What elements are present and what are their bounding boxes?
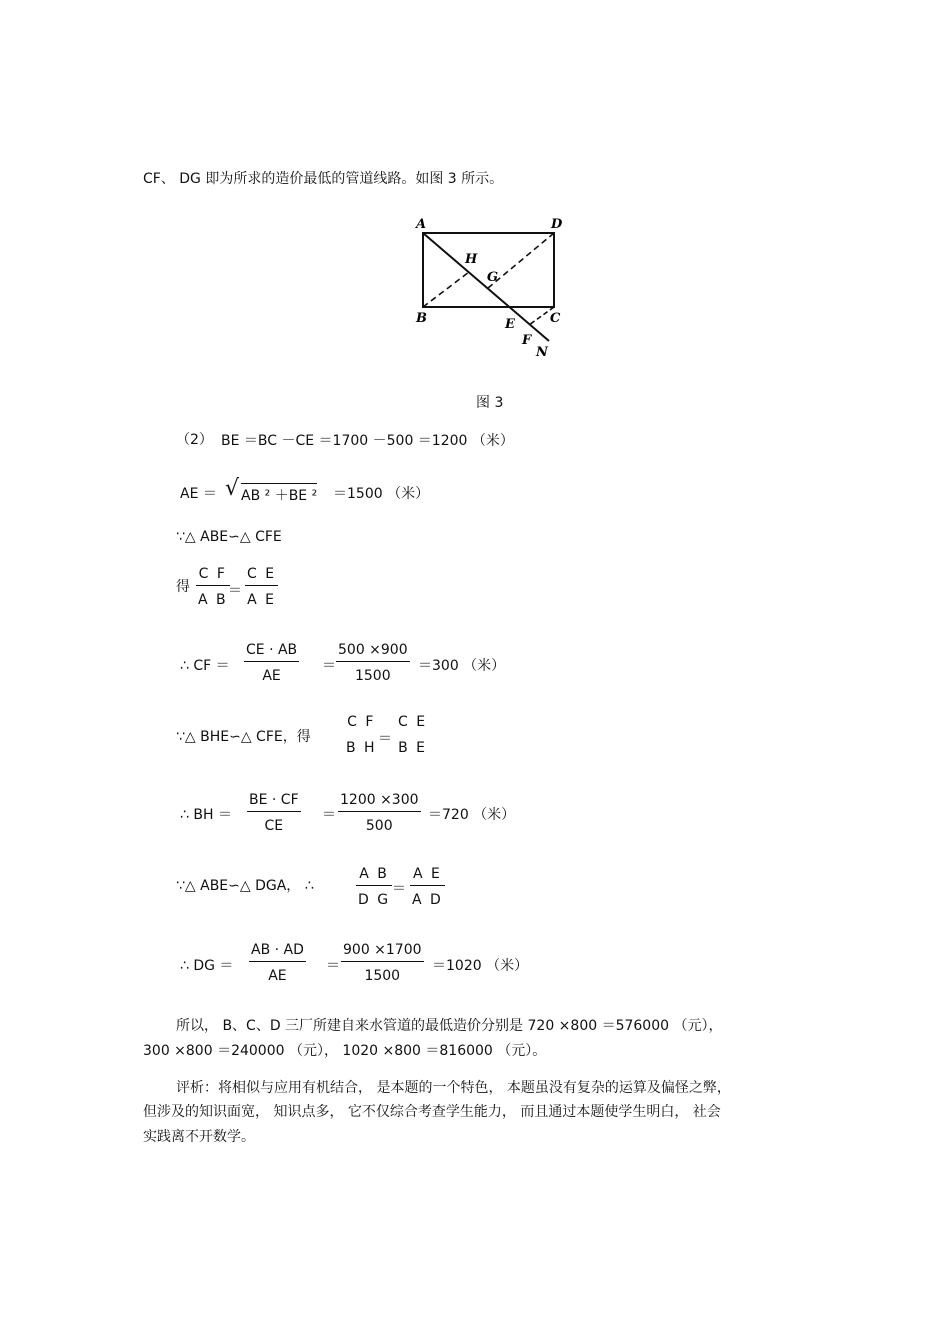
dg-lhs: ∴ DG ＝: [180, 958, 234, 974]
sim2-denominator-1: B H: [346, 740, 377, 756]
comment-line-2: 但涉及的知识面宽， 知识点多， 它不仅综合考查学生能力， 而且通过本题使学生明白， 社会: [143, 1104, 721, 1120]
dg-rhs: ＝1020 （米）: [432, 958, 529, 974]
point-g: G: [487, 270, 499, 285]
be-calculation: BE ＝BC －CE ＝1700 －500 ＝1200 （米）: [221, 433, 514, 449]
point-d: D: [551, 217, 563, 232]
ratio1-fraction-1: [196, 566, 230, 608]
ae-left: AE ＝: [180, 486, 217, 502]
point-a: A: [416, 217, 427, 232]
cf-rhs: ＝300 （米）: [418, 658, 506, 674]
line-an: [423, 233, 549, 341]
dg-denominator-1: AE: [268, 968, 287, 984]
point-n: N: [536, 345, 548, 360]
cf-numerator-2: 500 ×900: [338, 642, 408, 658]
dg-fraction-1: [249, 942, 306, 984]
ae-radicand: AB ² ＋BE ²: [241, 483, 317, 505]
bh-numerator-2: 1200 ×300: [340, 792, 419, 808]
ratio1-prefix: 得: [176, 579, 190, 595]
cf-lhs: ∴ CF ＝: [180, 658, 230, 674]
sim2-numerator-2: C E: [398, 714, 428, 730]
ae-right: ＝1500 （米）: [333, 486, 430, 502]
point-c: C: [550, 311, 561, 326]
bh-denominator-2: 500: [365, 818, 393, 834]
conclusion-line-2: 300 ×800 ＝240000 （元）， 1020 ×800 ＝816000 （元）。: [143, 1043, 547, 1059]
bh-equals: ＝: [322, 807, 336, 823]
sim3-equals: ＝: [392, 881, 406, 897]
dg-numerator-1: AB · AD: [251, 942, 304, 958]
comment-line-1: 评析：将相似与应用有机结合， 是本题的一个特色， 本题虽没有复杂的运算及偏怪之弊，: [176, 1080, 731, 1096]
cf-fraction-1: [244, 642, 299, 684]
sim3-numerator-1: A B: [359, 866, 389, 882]
ratio1-denominator-2: A E: [247, 592, 276, 608]
sim2-denominator-2: B E: [398, 740, 427, 756]
cf-fraction-2: [336, 642, 410, 684]
cf-numerator-1: CE · AB: [246, 642, 298, 658]
cf-denominator-2: 1500: [354, 668, 391, 684]
ratio1-numerator-1: C F: [198, 566, 227, 582]
bh-denominator-1: CE: [264, 818, 284, 834]
sim3-fraction-1: [356, 866, 392, 908]
dashed-bh: [423, 272, 469, 307]
bh-numerator-1: BE · CF: [249, 792, 299, 808]
conclusion-line-1: 所以， B、C、D 三厂所建自来水管道的最低造价分别是 720 ×800 ＝576000 （元），: [176, 1018, 723, 1034]
dg-denominator-2: 1500: [364, 968, 401, 984]
sim3-denominator-2: A D: [412, 892, 443, 908]
comment-line-3: 实践离不开数学。: [143, 1129, 255, 1145]
similarity-3: ∵△ ABE∽△ DGA， ∴: [176, 878, 314, 894]
bh-lhs: ∴ BH ＝: [180, 807, 232, 823]
cf-denominator-1: AE: [262, 668, 281, 684]
sim2-numerator-1: C F: [347, 714, 376, 730]
ratio1-equals: ＝: [228, 583, 242, 599]
sqrt-symbol: √: [225, 476, 240, 501]
sim2-equals: ＝: [378, 731, 392, 747]
ratio1-fraction-2: [245, 566, 278, 608]
sim3-fraction-2: [410, 866, 445, 908]
step2-label: （2）: [176, 432, 213, 448]
point-b: B: [416, 311, 427, 326]
point-h: H: [465, 252, 478, 267]
bh-rhs: ＝720 （米）: [428, 807, 516, 823]
dg-numerator-2: 900 ×1700: [343, 942, 422, 958]
ratio1-denominator-1: A B: [198, 592, 228, 608]
dg-equals: ＝: [326, 958, 340, 974]
bh-fraction-1: [247, 792, 301, 834]
sim2-fraction-1: [344, 714, 379, 756]
sim2-fraction-2: [396, 714, 429, 756]
ratio1-numerator-2: C E: [247, 566, 277, 582]
cf-equals: ＝: [322, 658, 336, 674]
point-f: F: [522, 333, 532, 348]
dg-fraction-2: [341, 942, 424, 984]
sim3-denominator-1: D G: [358, 892, 391, 908]
similarity-2: ∵△ BHE∽△ CFE，得: [176, 729, 311, 745]
point-e: E: [505, 317, 515, 332]
bh-fraction-2: [338, 792, 421, 834]
intro-line: CF、 DG 即为所求的造价最低的管道线路。如图 3 所示。: [143, 171, 504, 187]
similarity-1: ∵△ ABE∽△ CFE: [176, 529, 282, 545]
figure-caption: 图 3: [476, 395, 504, 411]
sim3-numerator-2: A E: [412, 866, 442, 882]
